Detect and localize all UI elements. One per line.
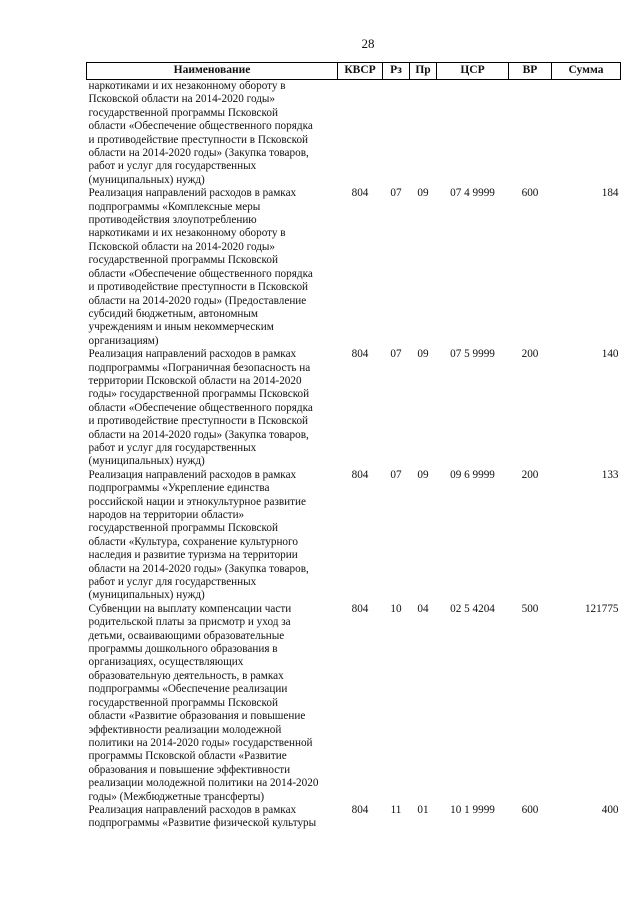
header-vr: ВР [509, 63, 552, 80]
row-vr: 600 [521, 187, 539, 200]
table-row [87, 187, 621, 348]
row-name-line: политики на 2014-2020 годы» государственной [88, 736, 313, 749]
row-name-line: области на 2014-2020 годы» (Закупка товаров, [88, 147, 309, 160]
table-body [87, 80, 621, 831]
row-pr: 09 [417, 468, 429, 481]
row-rz: 11 [390, 803, 402, 816]
row-kvsr: 804 [351, 187, 369, 200]
row-name-line: годы» (Межбюджетные трансферты) [88, 790, 265, 803]
row-rz [383, 80, 410, 188]
row-vr: 200 [521, 348, 539, 361]
row-name-line: наркотиками и их незаконному обороту в [88, 227, 286, 240]
row-rz: 07 [390, 187, 402, 200]
row-sum: 121775 [584, 602, 619, 615]
row-vr: 200 [521, 468, 539, 481]
row-name-line: годы» государственной программы Псковской [88, 388, 310, 401]
row-csr: 02 5 4204 [450, 602, 495, 615]
row-rz: 07 [390, 348, 402, 361]
row-name-line: государственной программы Псковской [88, 522, 278, 535]
row-kvsr: 804 [351, 348, 369, 361]
table-row [87, 603, 621, 804]
row-name-line: подпрограммы «Комплексные меры [88, 200, 261, 213]
row-kvsr [338, 80, 383, 188]
row-name-line: государственной программы Псковской [88, 254, 278, 267]
row-name [87, 469, 338, 603]
row-name-line: организациях, осуществляющих [88, 656, 244, 669]
header-sum: Сумма [552, 63, 621, 80]
row-name-line: области на 2014-2020 годы» (Закупка товаров, [88, 428, 309, 441]
row-name-line: и противодействие преступности в Псковской [88, 133, 309, 146]
row-csr: 09 6 9999 [450, 468, 495, 481]
header-csr: ЦСР [437, 63, 509, 80]
row-name-line: государственной программы Псковской [88, 696, 278, 709]
row-name-line: Реализация направлений расходов в рамках [88, 803, 297, 816]
row-csr: 10 1 9999 [450, 803, 495, 816]
row-name-line: учреждениям и иным некоммерческим [88, 321, 274, 334]
row-name-line: работ и услуг для государственных [88, 576, 257, 589]
row-name-line: территории Псковской области на 2014-2020 [88, 374, 302, 387]
row-name-line: образовательную деятельность, в рамках [88, 669, 284, 682]
row-name-line: Псковской области на 2014-2020 годы» [88, 93, 276, 106]
row-name [87, 603, 338, 804]
row-name-line: подпрограммы «Пограничная безопасность на [88, 361, 311, 374]
row-vr: 600 [521, 803, 539, 816]
row-name-line: (муниципальных) нужд) [88, 173, 205, 186]
row-name-line: организациям) [88, 334, 159, 347]
row-sum: 400 [601, 803, 619, 816]
table-row [87, 80, 621, 188]
row-name-line: подпрограммы «Обеспечение реализации [88, 683, 288, 696]
row-name-line: государственной программы Псковской [88, 106, 278, 119]
row-name-line: Субвенции на выплату компенсации части [88, 602, 292, 615]
row-name-line: Реализация направлений расходов в рамках [88, 348, 297, 361]
row-rz: 10 [390, 602, 402, 615]
row-name [87, 187, 338, 348]
row-csr: 07 4 9999 [450, 187, 495, 200]
budget-table [86, 62, 621, 831]
row-csr [437, 80, 509, 188]
row-name-line: подпрограммы «Развитие физической культуры [88, 817, 317, 830]
row-name-line: подпрограммы «Укрепление единства [88, 482, 270, 495]
row-name-line: эффективности реализации молодежной [88, 723, 282, 736]
row-name-line: народов на территории области» [88, 509, 245, 521]
row-name-line: работ и услуг для государственных [88, 441, 257, 454]
row-vr [509, 80, 552, 188]
row-rz: 07 [390, 468, 402, 481]
header-rz: Рз [383, 63, 410, 80]
header-kvsr: КВСР [338, 63, 383, 80]
row-name-line: области «Обеспечение общественного порядка [88, 401, 313, 414]
row-name-line: и противодействие преступности в Псковской [88, 415, 309, 428]
row-name-line: родительской платы за присмотр и уход за [88, 616, 291, 629]
row-pr: 04 [417, 602, 429, 615]
row-name-line: области «Обеспечение общественного порядка [88, 120, 313, 133]
row-name-line: и противодействие преступности в Псковской [88, 281, 309, 294]
row-kvsr: 804 [351, 803, 369, 816]
row-name-line: российской нации и этнокультурное развитие [88, 495, 306, 508]
page-number: 28 [361, 36, 375, 51]
row-name-line: детьми, осваивающими образовательные [88, 629, 285, 642]
table-row [87, 348, 621, 469]
row-name-line: субсидий бюджетным, автономным [88, 307, 258, 320]
row-vr: 500 [521, 602, 539, 615]
row-sum: 140 [601, 348, 619, 361]
row-name-line: области на 2014-2020 годы» (Предоставление [88, 294, 307, 307]
header-pr: Пр [410, 63, 437, 80]
row-name-line: программы дошкольного образования в [88, 643, 278, 656]
row-name [87, 804, 338, 831]
row-name-line: программы Псковской области «Развитие [88, 750, 287, 763]
header-name: Наименование [87, 63, 338, 80]
row-name-line: наследия и развитие туризма на территории [88, 549, 298, 562]
row-kvsr: 804 [351, 602, 369, 615]
row-pr [410, 80, 437, 188]
row-name-line: реализации молодежной политики на 2014-2020 [88, 777, 319, 790]
row-name-line: (муниципальных) нужд) [88, 589, 205, 602]
row-sum: 184 [601, 187, 619, 200]
row-name-line: Реализация направлений расходов в рамках [88, 187, 297, 200]
row-sum: 133 [601, 468, 619, 481]
row-name-line: образования и повышение эффективности [88, 763, 291, 776]
row-pr: 09 [417, 348, 429, 361]
table-row [87, 469, 621, 603]
row-pr: 09 [417, 187, 429, 200]
row-name-line: области «Обеспечение общественного порядка [88, 267, 313, 280]
table-header [87, 63, 621, 80]
row-name [87, 80, 338, 188]
row-name-line: области на 2014-2020 годы» (Закупка товаров, [88, 562, 309, 575]
row-name-line: работ и услуг для государственных [88, 160, 257, 173]
row-name-line: противодействия злоупотреблению [88, 214, 257, 227]
row-kvsr: 804 [351, 468, 369, 481]
row-pr: 01 [417, 803, 429, 816]
row-name-line: области «Культура, сохранение культурного [88, 535, 298, 548]
row-sum [552, 80, 621, 188]
row-csr: 07 5 9999 [450, 348, 495, 361]
row-name [87, 348, 338, 469]
row-name-line: Реализация направлений расходов в рамках [88, 468, 297, 481]
row-name-line: наркотиками и их незаконному обороту в [88, 80, 286, 92]
row-name-line: (муниципальных) нужд) [88, 455, 205, 468]
row-name-line: Псковской области на 2014-2020 годы» [88, 240, 276, 253]
row-name-line: области «Развитие образования и повышение [88, 710, 306, 723]
table-row [87, 804, 621, 831]
